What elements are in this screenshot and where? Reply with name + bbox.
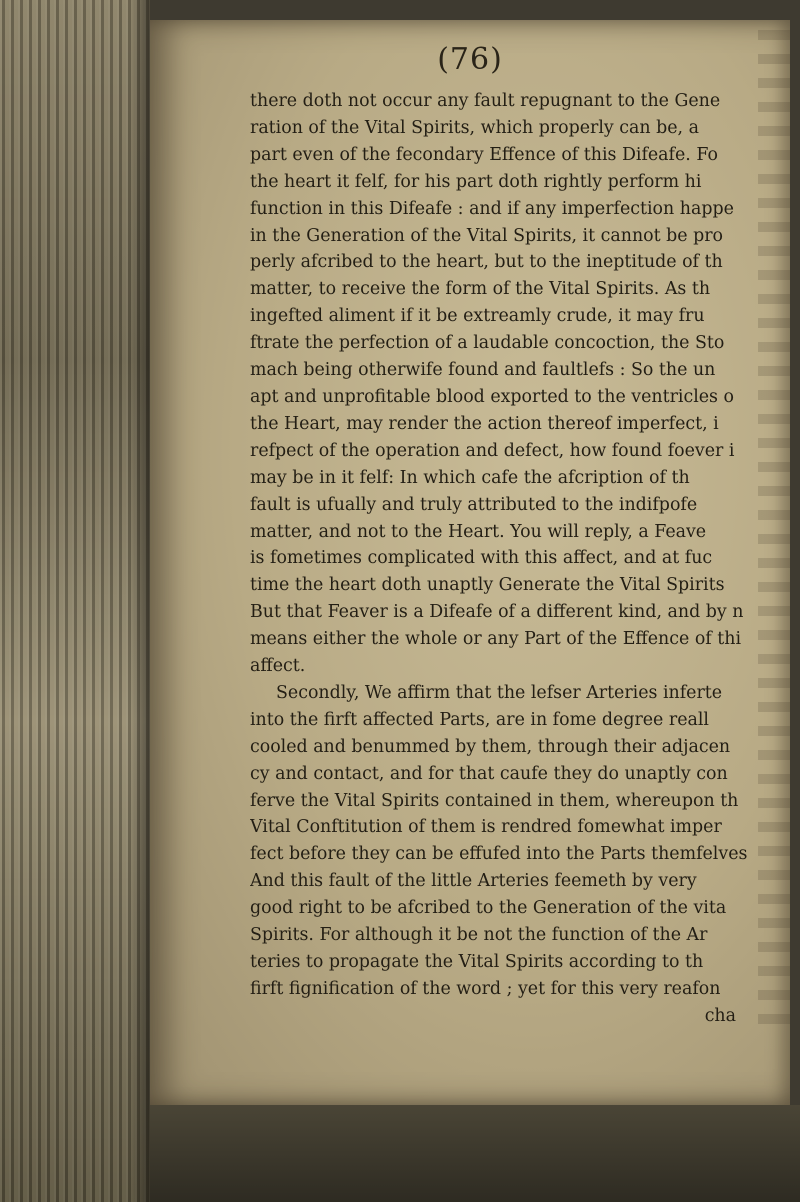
text-line: in the Generation of the Vital Spirits, it cannot be pro	[250, 225, 724, 246]
text-line: Spirits. For although it be not the function of the Ar	[250, 925, 708, 946]
text-line: fault is ufually and truly attributed to the indifpofe	[250, 494, 698, 515]
text-line: the Heart, may render the action thereof imperfect, i	[250, 413, 719, 434]
text-line: means either the whole or any Part of the Effence of thi	[250, 629, 742, 650]
text-line: part even of the fecondary Effence of this Difeafe. Fo	[250, 144, 718, 165]
text-line: cy and contact, and for that caufe they do unaptly con	[250, 763, 728, 784]
text-line: And this fault of the little Arteries feemeth by very	[250, 871, 697, 892]
text-line: may be in it felf: In which cafe the afcription of th	[250, 467, 690, 488]
catchword: cha	[704, 1005, 736, 1026]
text-line: there doth not occur any fault repugnant to the Gene	[250, 91, 721, 111]
text-line: is fometimes complicated with this affect, and at fuc	[250, 548, 713, 569]
text-line: ingefted aliment if it be extreamly crude, it may fru	[250, 306, 705, 327]
text-line: cooled and benummed by them, through their adjacen	[250, 736, 731, 757]
text-line: teries to propagate the Vital Spirits according to th	[250, 952, 704, 972]
text-line: ftrate the perfection of a laudable concoction, the Sto	[250, 333, 725, 354]
text-line: perly afcribed to the heart, but to the ineptitude of th	[250, 252, 723, 273]
background-shadow	[150, 1105, 800, 1202]
text-line: ferve the Vital Spirits contained in them, whereupon th	[250, 790, 739, 811]
text-line: good right to be afcribed to the Generation of the vita	[250, 898, 727, 919]
text-line: fect before they can be effufed into the Parts themfelves	[250, 844, 748, 865]
text-line: refpect of the operation and defect, how found foever i	[250, 440, 735, 461]
text-line: Vital Conftitution of them is rendred fomewhat imper	[250, 817, 722, 838]
text-line: function in this Difeafe : and if any imperfection happe	[250, 198, 734, 219]
text-line: But that Feaver is a Difeafe of a different kind, and by n	[250, 602, 744, 623]
text-line: matter, and not to the Heart. You will reply, a Feave	[250, 521, 707, 542]
page-text	[250, 88, 750, 1030]
text-line: firft fignification of the word ; yet for this very reafon	[250, 978, 721, 999]
text-line: affect.	[250, 656, 306, 677]
text-line: ration of the Vital Spirits, which properly can be, a	[250, 117, 699, 138]
text-line: Secondly, We affirm that the lefser Arteries inferte	[276, 682, 723, 703]
text-line: matter, to receive the form of the Vital Spirits. As th	[250, 279, 711, 300]
text-line: mach being otherwife found and faultlefs : So the un	[250, 360, 716, 381]
text-line: the heart it felf, for his part doth rightly perform hi	[250, 171, 702, 192]
book-page	[150, 20, 790, 1105]
bleed-through-column	[758, 30, 790, 1030]
text-line: apt and unprofitable blood exported to the ventricles o	[250, 386, 734, 407]
page-number: (76)	[437, 42, 503, 77]
text-line: into the firft affected Parts, are in fome degree reall	[250, 709, 709, 730]
book-binding	[0, 0, 150, 1202]
text-line: time the heart doth unaptly Generate the Vital Spirits	[250, 575, 725, 596]
